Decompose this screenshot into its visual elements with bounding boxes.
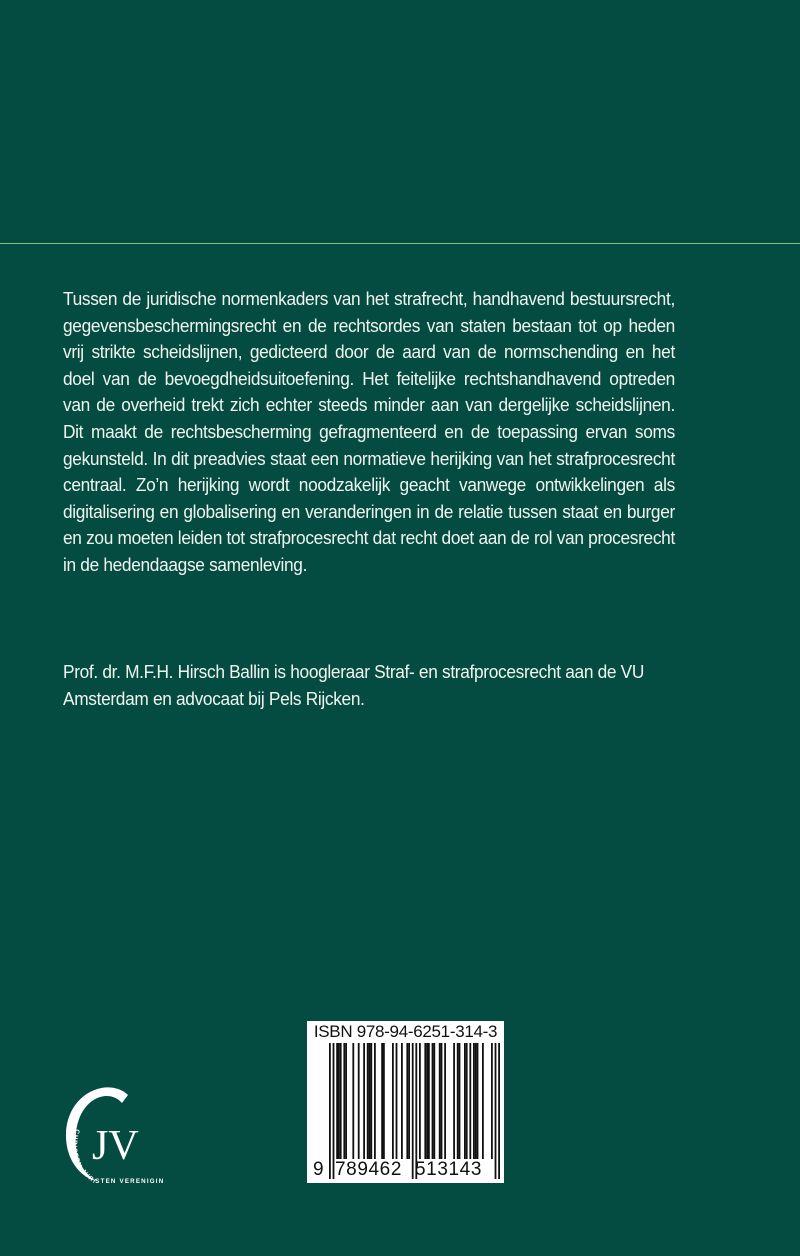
barcode-bar <box>338 1043 340 1159</box>
blurb-text <box>63 286 675 579</box>
ean-left-group: 789462 <box>335 1159 403 1180</box>
barcode-bar <box>426 1043 428 1159</box>
barcode-bar <box>340 1043 342 1159</box>
barcode-bar <box>477 1043 479 1159</box>
barcode-bar <box>370 1043 372 1159</box>
barcode-bar <box>482 1043 484 1159</box>
barcode-bar <box>432 1043 434 1159</box>
barcode-bar <box>412 1043 414 1179</box>
barcode-bar <box>428 1043 430 1159</box>
barcode-bar <box>367 1043 369 1159</box>
barcode-bar <box>396 1043 398 1159</box>
barcode-bar <box>457 1043 459 1159</box>
barcode-bar <box>469 1043 471 1159</box>
barcode-bar <box>495 1043 497 1179</box>
barcode-bar <box>343 1043 345 1159</box>
barcode-bar <box>466 1043 468 1159</box>
author-bio-text: Prof. dr. M.F.H. Hirsch Ballin is hoogleraar Straf- en strafprocesrecht aan de VU Amsterdam en advocaat bij Pels Rijcken. <box>63 661 645 709</box>
barcode-bar <box>408 1043 410 1159</box>
barcode-bar <box>401 1043 403 1159</box>
barcode-bar <box>498 1043 500 1179</box>
barcode-bar <box>491 1043 493 1159</box>
isbn-barcode <box>307 1021 504 1183</box>
barcode-bar <box>363 1043 365 1159</box>
barcode-bar <box>329 1043 331 1179</box>
divider-line <box>0 243 800 244</box>
logo-tagline: CHRISTEN JURISTEN VERENIGIN <box>70 1128 165 1186</box>
barcode-bar <box>358 1043 360 1159</box>
barcode-bar <box>464 1043 466 1159</box>
barcode-bar <box>381 1043 383 1159</box>
ean-right-group: 513143 <box>415 1159 483 1180</box>
barcode-bar <box>473 1043 475 1159</box>
barcode-bar <box>383 1043 385 1159</box>
barcode-bar <box>444 1043 446 1159</box>
ean-first-digit: 9 <box>313 1159 325 1180</box>
barcode-bar <box>374 1043 376 1159</box>
barcode-bar <box>406 1043 408 1159</box>
barcode-bar <box>419 1043 421 1159</box>
cjv-logo-icon <box>50 1085 165 1195</box>
barcode-bar <box>352 1043 354 1159</box>
barcode-bar <box>439 1043 441 1159</box>
barcode-bar <box>459 1043 461 1159</box>
barcode-bar <box>441 1043 443 1159</box>
cjv-logo <box>50 1085 165 1195</box>
logo-initials: JV <box>92 1123 139 1169</box>
author-bio <box>63 659 675 712</box>
barcode-bar <box>336 1043 338 1159</box>
isbn-label: ISBN 978-94-6251-314-3 <box>313 1022 498 1041</box>
barcode-bar <box>392 1043 394 1159</box>
barcode-bar <box>453 1043 455 1159</box>
blurb-paragraph: Tussen de juridische normenkaders van het strafrecht, handhavend bestuursrecht, gegevensbeschermingsrecht en de rechtsordes van staten bestaan tot op heden vrij strikte scheidslijnen, gedicteerd door de aard van de normschending en het doel van de bevoegdheidsuitoefening. Het feitelijke rechtshandhavend optreden van de overheid trekt zich echter steeds minder aan van dergelijke scheidslijnen. Dit maakt de rechtsbescherming gefragmenteerd en de toepassing ervan soms gekunsteld. In dit preadvies staat een normatieve herijking van het strafprocesrecht centraal. Zo’n herijking wordt noodzakelijk geacht vanwege ontwikkelingen als digitalisering en globalisering en veranderingen in de relatie tussen staat en burger en zou moeten leiden tot strafprocesrecht dat recht doet aan de rol van procesrecht in de hedendaagse samenleving. <box>63 288 675 575</box>
barcode-bar <box>433 1043 435 1159</box>
barcode-bar <box>345 1043 347 1159</box>
barcode-bar <box>424 1043 426 1159</box>
barcode-bar <box>369 1043 371 1159</box>
barcode-bar <box>475 1043 477 1159</box>
